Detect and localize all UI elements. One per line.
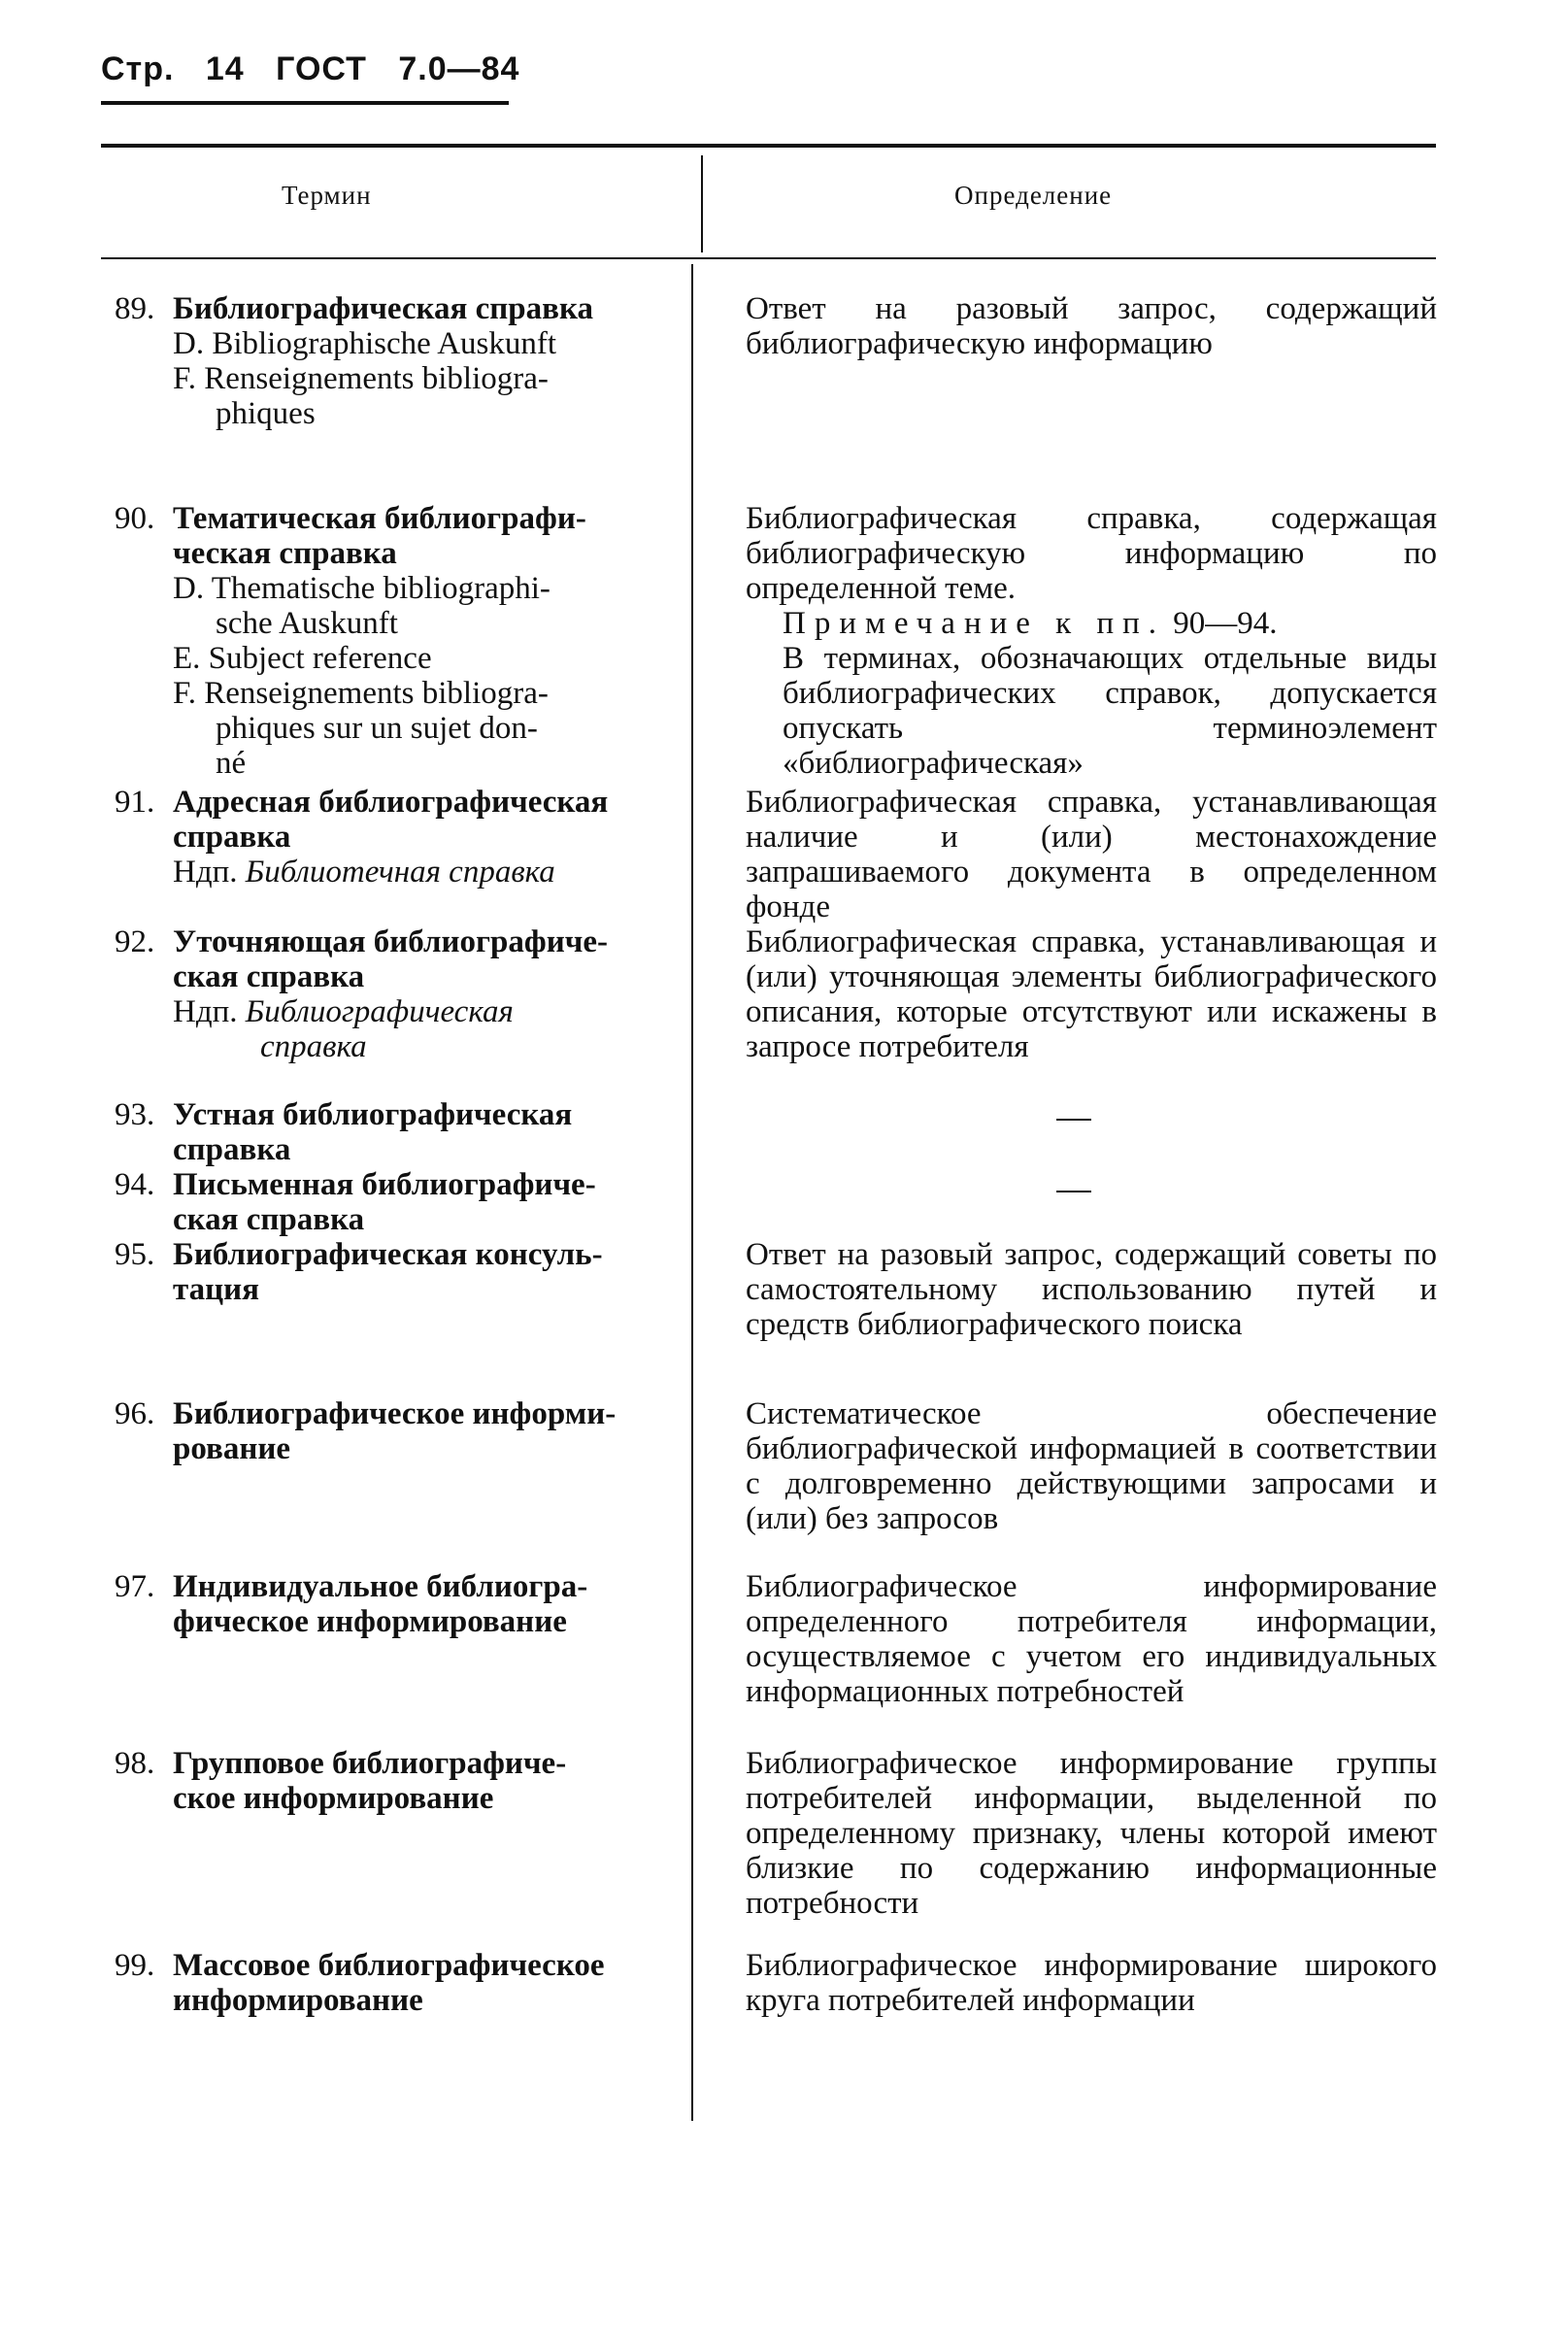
ndp-term: Библиотечная справка	[245, 855, 555, 890]
term-97	[115, 1569, 670, 1639]
term-title-1: Индивидуальное библиогра-	[173, 1569, 588, 1604]
term-title-2: рование	[173, 1431, 291, 1466]
note-heading	[746, 606, 1437, 641]
ndp-label: Ндп.	[173, 994, 238, 1029]
definition-98: Библиографическое информирование группы потребителей информации, выделенной по определенному признаку, члены которой имеют близкие по содержанию информационные потребности	[746, 1746, 1437, 1921]
term-title-1: Тематическая библиографи-	[173, 501, 586, 536]
page-number: 14	[205, 50, 245, 87]
term-fr-3: né	[216, 746, 247, 781]
definition-90	[746, 501, 1437, 781]
term-89	[115, 291, 670, 431]
page-header	[101, 50, 541, 88]
term-95	[115, 1237, 670, 1307]
term-number: 91.	[115, 785, 155, 820]
term-title-1: Письменная библиографиче-	[173, 1167, 596, 1202]
term-ndp	[115, 994, 670, 1029]
definition-94-dash	[1056, 1191, 1091, 1192]
definition-96: Систематическое обеспечение библиографической информацией в соответствии с долговременно действующими запросами и (или) без запросов	[746, 1396, 1437, 1536]
term-title-2: справка	[173, 820, 291, 855]
definition-91: Библиографическая справка, устанавливающая наличие и (или) местонахождение запрашиваемого документа в определенном фонде	[746, 785, 1437, 924]
term-96	[115, 1396, 670, 1466]
column-head-definition: Определение	[954, 181, 1113, 210]
term-title-2: ческая справка	[173, 536, 397, 571]
term-number: 93.	[115, 1097, 155, 1132]
term-number: 99.	[115, 1948, 155, 1983]
term-title-2: ская справка	[173, 1202, 365, 1237]
standard-name: ГОСТ	[276, 50, 367, 87]
term-90	[115, 501, 670, 781]
term-title-2: фическое информирование	[173, 1604, 567, 1639]
term-number: 95.	[115, 1237, 155, 1272]
term-91	[115, 785, 670, 890]
header-underline	[101, 101, 509, 105]
term-94	[115, 1167, 670, 1237]
term-number: 96.	[115, 1396, 155, 1431]
term-98	[115, 1746, 670, 1816]
term-99	[115, 1948, 670, 2018]
standard-number: 7.0—84	[398, 50, 520, 87]
term-title-2: справка	[173, 1132, 291, 1167]
definition-97: Библиографическое информирование определенного потребителя информации, осуществляемое с учетом его индивидуальных информационных потребностей	[746, 1569, 1437, 1709]
note-text: В терминах, обозначающих отдельные виды библиографических справок, допускается опускать терминоэлемент «библиографическая»	[783, 641, 1437, 781]
term-92	[115, 924, 670, 1064]
definition-92: Библиографическая справка, устанавливающая и (или) уточняющая элементы библиографического описания, которые отсутствуют или искажены в запросе потребителя	[746, 924, 1437, 1064]
definition-89: Ответ на разовый запрос, содержащий библиографическую информацию	[746, 291, 1437, 361]
term-fr-1: F. Renseignements bibliogra-	[173, 676, 549, 711]
ndp-term-1: Библиографическая	[245, 994, 514, 1029]
term-number: 98.	[115, 1746, 155, 1781]
definition-95: Ответ на разовый запрос, содержащий советы по самостоятельному использованию путей и средств библиографического поиска	[746, 1237, 1437, 1342]
table-head-rule	[101, 257, 1436, 259]
term-de: D. Bibliographische Auskunft	[173, 326, 557, 361]
term-title-1: Групповое библиографиче-	[173, 1746, 567, 1781]
column-divider-head	[701, 155, 703, 252]
term-fr-2: phiques sur un sujet don-	[216, 711, 538, 746]
term-de-1: D. Thematische bibliographi-	[173, 571, 550, 606]
term-number: 90.	[115, 501, 155, 536]
term-number: 92.	[115, 924, 155, 959]
term-ndp	[115, 855, 670, 890]
ndp-term-2: справка	[260, 1029, 367, 1064]
definition-text: Библиографическая справка, содержащая библиографическую информацию по определенной теме.	[746, 501, 1437, 606]
term-title-1: Устная библиографическая	[173, 1097, 573, 1132]
page-prefix: Стр.	[101, 50, 175, 87]
term-de-2: sche Auskunft	[216, 606, 398, 641]
column-divider-body	[691, 264, 693, 2121]
term-title-2: ская справка	[173, 959, 365, 994]
term-title-2: ское информирование	[173, 1781, 494, 1816]
term-title-1: Библиографическая консуль-	[173, 1237, 603, 1272]
note-label: Примечание к пп.	[783, 606, 1166, 641]
definition-93-dash	[1056, 1119, 1091, 1121]
term-93	[115, 1097, 670, 1167]
term-title: Библиографическая справка	[173, 291, 593, 326]
term-number: 97.	[115, 1569, 155, 1604]
term-title-2: тация	[173, 1272, 259, 1307]
term-number: 94.	[115, 1167, 155, 1202]
term-title-1: Адресная библиографическая	[173, 785, 609, 820]
term-title-1: Уточняющая библиографиче-	[173, 924, 608, 959]
term-fr-1: F. Renseignements bibliogra-	[173, 361, 549, 396]
term-title-2: информирование	[173, 1983, 423, 2018]
definition-99: Библиографическое информирование широкого круга потребителей информации	[746, 1948, 1437, 2018]
ndp-label: Ндп.	[173, 855, 238, 890]
term-title-1: Библиографическое информи-	[173, 1396, 617, 1431]
term-en: E. Subject reference	[173, 641, 432, 676]
column-head-term: Термин	[282, 181, 372, 210]
table-top-rule	[101, 144, 1436, 148]
term-number: 89.	[115, 291, 155, 326]
term-fr-2: phiques	[216, 396, 316, 431]
note-range: 90—94.	[1173, 606, 1278, 641]
term-title-1: Массовое библиографическое	[173, 1948, 605, 1983]
